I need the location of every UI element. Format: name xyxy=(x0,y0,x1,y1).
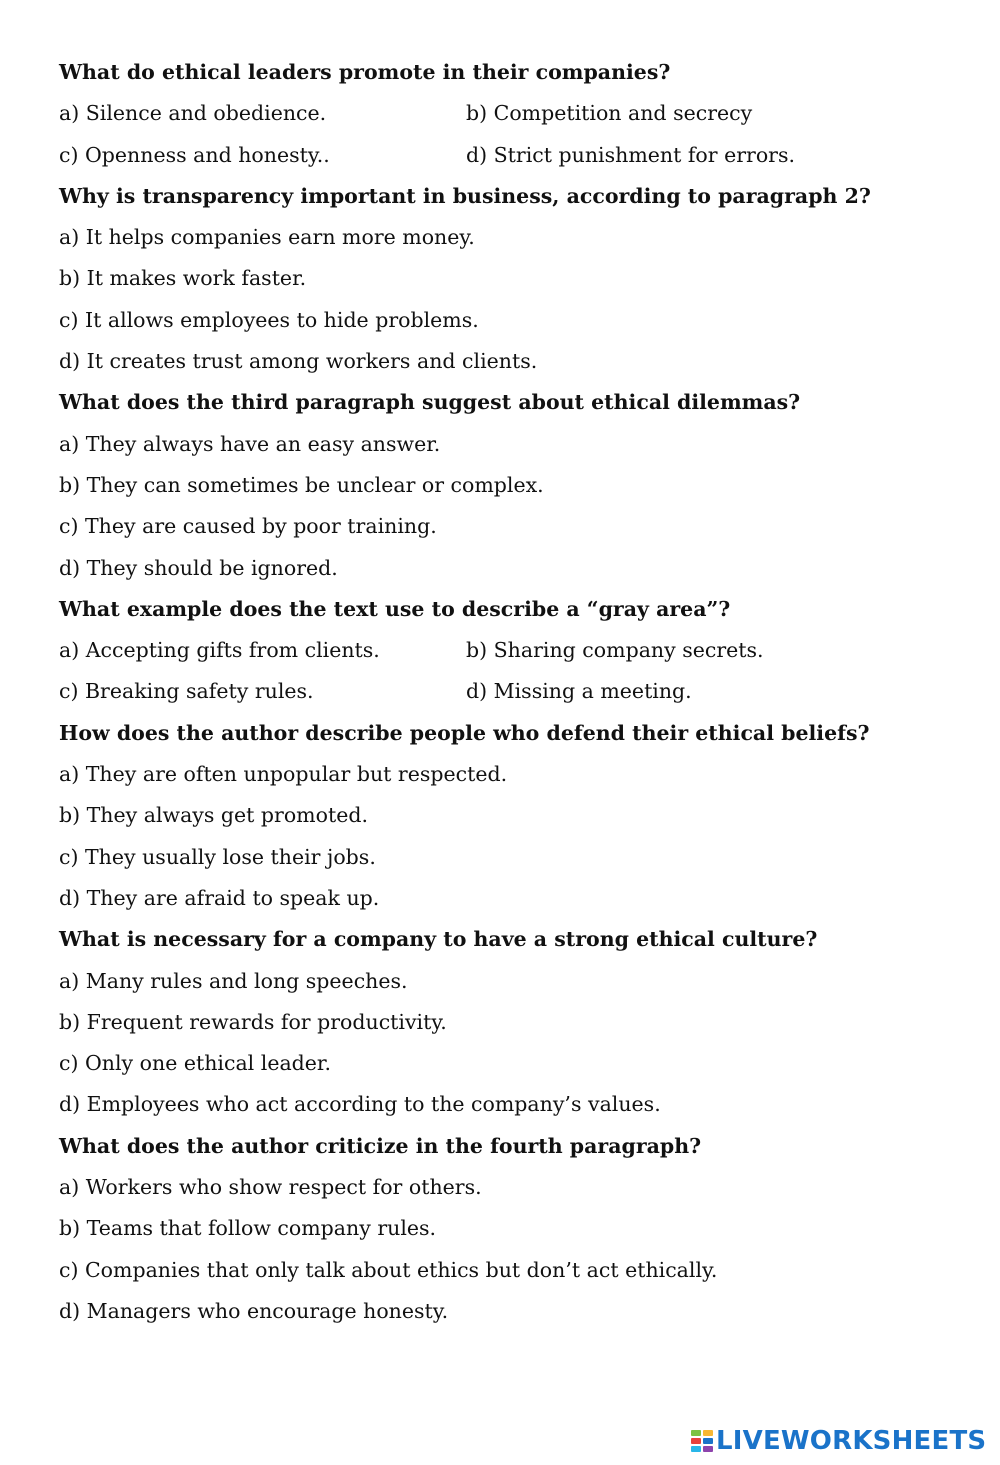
logo-block xyxy=(703,1430,713,1436)
answer-option[interactable]: b) Competition and secrecy xyxy=(466,101,753,126)
worksheet xyxy=(59,52,959,1332)
answer-option[interactable]: d) Strict punishment for errors. xyxy=(466,142,796,167)
question-block xyxy=(59,713,959,919)
answer-option[interactable]: d) Missing a meeting. xyxy=(466,679,692,704)
answer-option[interactable]: a) They always have an easy answer. xyxy=(59,431,441,456)
liveworksheets-brand xyxy=(691,1428,986,1454)
brand-name: LIVEWORKSHEETS xyxy=(716,1426,987,1456)
answer-option[interactable]: b) Teams that follow company rules. xyxy=(59,1216,437,1241)
answer-option[interactable]: c) They are caused by poor training. xyxy=(59,514,437,539)
question-block xyxy=(59,919,959,1125)
answer-option[interactable]: a) Workers who show respect for others. xyxy=(59,1175,482,1200)
answer-option[interactable]: a) Silence and obedience. xyxy=(59,101,327,126)
question-text: What does the author criticize in the fourth paragraph? xyxy=(59,1133,702,1158)
question-text: How does the author describe people who defend their ethical beliefs? xyxy=(59,720,870,745)
answer-option[interactable]: d) Employees who act according to the company’s values. xyxy=(59,1092,661,1117)
question-text: What do ethical leaders promote in their companies? xyxy=(59,60,671,84)
answer-option[interactable]: a) They are often unpopular but respected. xyxy=(59,762,508,787)
answer-option[interactable]: c) Companies that only talk about ethics but don’t act ethically. xyxy=(59,1257,718,1282)
answer-option[interactable]: c) Openness and honesty.. xyxy=(59,142,330,167)
options-row xyxy=(59,671,959,712)
question-text: What example does the text use to describe a “gray area”? xyxy=(59,596,731,621)
logo-block xyxy=(691,1438,701,1444)
liveworksheets-logo-icon xyxy=(691,1430,713,1452)
question-block xyxy=(59,589,959,713)
answer-option[interactable]: b) It makes work faster. xyxy=(59,266,307,291)
answer-option[interactable]: d) Managers who encourage honesty. xyxy=(59,1298,449,1323)
logo-block xyxy=(691,1446,701,1452)
answer-option[interactable]: c) They usually lose their jobs. xyxy=(59,844,376,869)
answer-option[interactable]: b) Sharing company secrets. xyxy=(466,638,764,663)
options-row xyxy=(59,93,959,134)
question-block xyxy=(59,1126,959,1332)
options-row xyxy=(59,135,959,176)
options-row xyxy=(59,630,959,671)
answer-option[interactable]: b) They always get promoted. xyxy=(59,803,368,828)
answer-option[interactable]: a) It helps companies earn more money. xyxy=(59,225,475,250)
answer-option[interactable]: a) Accepting gifts from clients. xyxy=(59,638,380,663)
logo-block xyxy=(691,1430,701,1436)
question-block xyxy=(59,52,959,176)
question-text: Why is transparency important in business, according to paragraph 2? xyxy=(59,183,871,208)
answer-option[interactable]: d) It creates trust among workers and clients. xyxy=(59,349,538,374)
answer-option[interactable]: b) Frequent rewards for productivity. xyxy=(59,1009,447,1034)
answer-option[interactable]: c) Breaking safety rules. xyxy=(59,679,314,704)
question-block xyxy=(59,382,959,588)
answer-option[interactable]: a) Many rules and long speeches. xyxy=(59,968,408,993)
question-text: What is necessary for a company to have a strong ethical culture? xyxy=(59,927,818,952)
answer-option[interactable]: d) They are afraid to speak up. xyxy=(59,885,380,910)
logo-block xyxy=(703,1446,713,1452)
answer-option[interactable]: c) Only one ethical leader. xyxy=(59,1051,331,1076)
answer-option[interactable]: d) They should be ignored. xyxy=(59,555,338,580)
question-text: What does the third paragraph suggest about ethical dilemmas? xyxy=(59,390,801,415)
logo-block xyxy=(703,1438,713,1444)
answer-option[interactable]: b) They can sometimes be unclear or complex. xyxy=(59,472,544,497)
answer-option[interactable]: c) It allows employees to hide problems. xyxy=(59,307,479,332)
question-block xyxy=(59,176,959,382)
